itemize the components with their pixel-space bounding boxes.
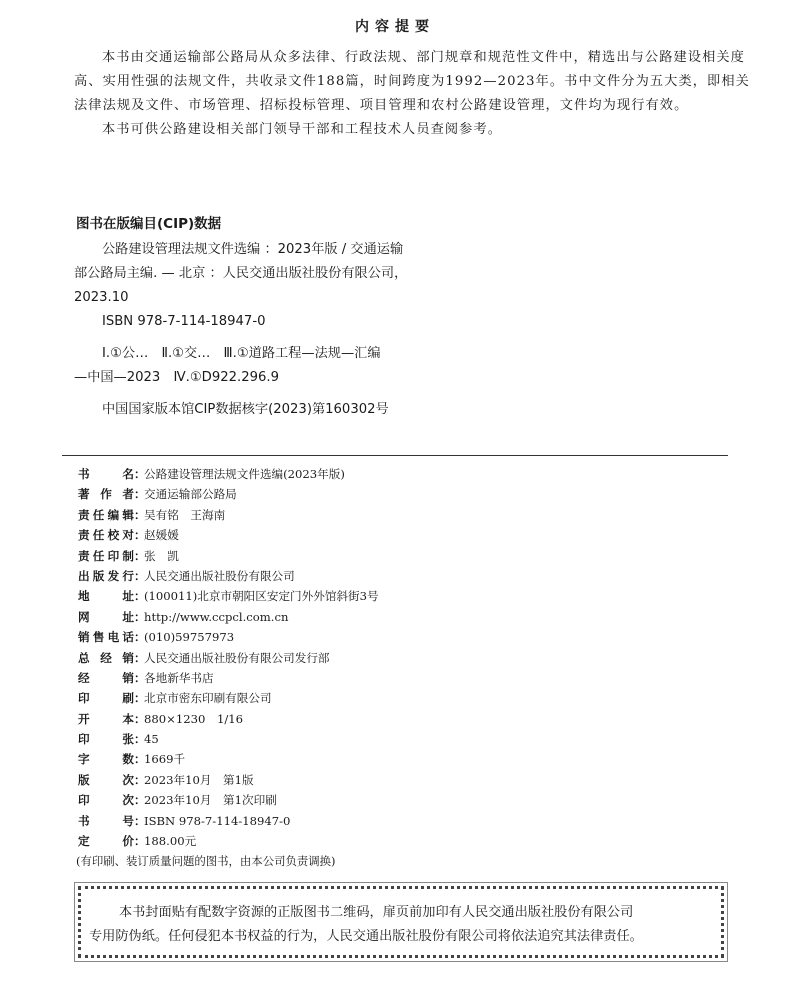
summary-paragraph-1: 本书由交通运输部公路局从众多法律、行政法规、部门规章和规范性文件中，精选出与公路建设相关度高、实用性强的法规文件，共收录文件188篇，时间跨度为1992—2023年。书中文件分为五大类，即相关法律法规及文件、市场管理、招标投标管理、项目管理和农村公路建设管理，文件均为现行有效。 bbox=[74, 50, 750, 113]
anti-counterfeit-notice bbox=[78, 886, 724, 958]
info-label: 责任编辑 bbox=[78, 507, 134, 522]
info-row: 印 次 ： 2023年10月 第1次印刷 bbox=[78, 790, 718, 810]
cip-number-line: 中国国家版本馆CIP数据核字(2023)第160302号 bbox=[102, 402, 389, 417]
info-label: 总经销 bbox=[78, 650, 134, 665]
info-row: 责任编辑 ： 吴有铭 王海南 bbox=[78, 505, 718, 525]
info-value: 188.00元 bbox=[144, 834, 197, 849]
cip-classification-line-1: Ⅰ.①公… Ⅱ.①交… Ⅲ.①道路工程—法规—汇编 bbox=[102, 346, 381, 361]
info-label: 出版发行 bbox=[78, 568, 134, 583]
info-row: 网 址 ： http://www.ccpcl.com.cn bbox=[78, 607, 718, 627]
notice-line-1: 本书封面贴有配数字资源的正版图书二维码，扉页前加印有人民交通出版社股份有限公司 bbox=[119, 905, 634, 920]
info-row: 责任印制 ： 张 凯 bbox=[78, 546, 718, 566]
publication-info bbox=[78, 464, 718, 872]
cip-line-3: 2023.10 bbox=[74, 290, 129, 305]
info-label: 地 址 bbox=[78, 589, 134, 604]
info-value: 2023年10月 第1次印刷 bbox=[144, 793, 277, 808]
info-value: 吴有铭 王海南 bbox=[144, 507, 226, 522]
info-label: 责任印制 bbox=[78, 548, 134, 563]
info-value: 45 bbox=[144, 732, 159, 747]
cip-record bbox=[70, 238, 490, 422]
info-label: 定 价 bbox=[78, 834, 134, 849]
cip-line-2: 部公路局主编. — 北京 ：人民交通出版社股份有限公司， bbox=[74, 266, 408, 281]
info-row: 销售电话 ： (010)59757973 bbox=[78, 627, 718, 647]
info-value: (100011)北京市朝阳区安定门外外馆斜街3号 bbox=[144, 589, 379, 604]
info-label: 经 销 bbox=[78, 670, 134, 685]
info-value: 人民交通出版社股份有限公司 bbox=[144, 568, 295, 583]
info-row: 印 刷 ： 北京市密东印刷有限公司 bbox=[78, 688, 718, 708]
info-label: 印 次 bbox=[78, 793, 134, 808]
info-label: 责任校对 bbox=[78, 528, 134, 543]
info-label: 印 刷 bbox=[78, 691, 134, 706]
info-value: 2023年10月 第1版 bbox=[144, 772, 254, 787]
info-label: 字 数 bbox=[78, 752, 134, 767]
info-label: 版 次 bbox=[78, 772, 134, 787]
info-label: 网 址 bbox=[78, 609, 134, 624]
info-row: 地 址 ： (100011)北京市朝阳区安定门外外馆斜街3号 bbox=[78, 586, 718, 606]
info-label: 书 名 bbox=[78, 467, 134, 481]
summary-paragraph-2: 本书可供公路建设相关部门领导干部和工程技术人员查阅参考。 bbox=[102, 122, 503, 137]
info-row: 著作者 ： 交通运输部公路局 bbox=[78, 484, 718, 504]
info-value: http://www.ccpcl.com.cn bbox=[144, 609, 289, 624]
info-label: 销售电话 bbox=[78, 630, 134, 645]
info-value: 各地新华书店 bbox=[144, 670, 214, 685]
info-value: 880×1230 1/16 bbox=[144, 711, 243, 726]
quality-note: (有印刷、装订质量问题的图书，由本公司负责调换) bbox=[76, 854, 336, 869]
info-value: (010)59757973 bbox=[144, 630, 235, 645]
info-row: 责任校对 ： 赵媛媛 bbox=[78, 525, 718, 545]
notice-line-2: 专用防伪纸。任何侵犯本书权益的行为，人民交通出版社股份有限公司将依法追究其法律责任。 bbox=[89, 929, 643, 944]
divider bbox=[62, 455, 728, 456]
info-value: ISBN 978-7-114-18947-0 bbox=[144, 813, 291, 828]
info-row: 印 张 ： 45 bbox=[78, 729, 718, 749]
cip-classification-line-2: —中国—2023 Ⅳ.①D922.296.9 bbox=[74, 370, 279, 385]
info-label: 印 张 bbox=[78, 732, 134, 747]
info-value: 张 凯 bbox=[144, 548, 179, 563]
info-value: 赵媛媛 bbox=[144, 528, 179, 543]
info-label: 书 号 bbox=[78, 813, 134, 828]
summary-section bbox=[74, 46, 754, 142]
cip-isbn-line: ISBN 978-7-114-18947-0 bbox=[102, 314, 266, 329]
info-row: 版 次 ： 2023年10月 第1版 bbox=[78, 770, 718, 790]
info-value: 北京市密东印刷有限公司 bbox=[144, 691, 272, 706]
info-row: 经 销 ： 各地新华书店 bbox=[78, 668, 718, 688]
info-row: 出版发行 ： 人民交通出版社股份有限公司 bbox=[78, 566, 718, 586]
info-label: 开 本 bbox=[78, 711, 134, 726]
info-row: 书 号 ： ISBN 978-7-114-18947-0 bbox=[78, 811, 718, 831]
info-row: 字 数 ： 1669千 bbox=[78, 749, 718, 769]
info-value: 人民交通出版社股份有限公司发行部 bbox=[144, 650, 330, 665]
info-row: 开 本 ： 880×1230 1/16 bbox=[78, 709, 718, 729]
info-value: 交通运输部公路局 bbox=[144, 487, 237, 502]
info-row: 书 名 ： 公路建设管理法规文件选编(2023年版) bbox=[78, 464, 718, 484]
cip-heading: 图书在版编目(CIP)数据 bbox=[76, 216, 222, 232]
info-value: 1669千 bbox=[144, 752, 186, 767]
page-title: 内容提要 bbox=[355, 19, 435, 35]
info-row: 总经销 ： 人民交通出版社股份有限公司发行部 bbox=[78, 648, 718, 668]
info-value: 公路建设管理法规文件选编(2023年版) bbox=[144, 467, 345, 481]
info-label: 著作者 bbox=[78, 487, 134, 502]
info-row: 定 价 ： 188.00元 bbox=[78, 831, 718, 851]
cip-line-1: 公路建设管理法规文件选编 ：2023年版 / 交通运输 bbox=[102, 242, 404, 257]
